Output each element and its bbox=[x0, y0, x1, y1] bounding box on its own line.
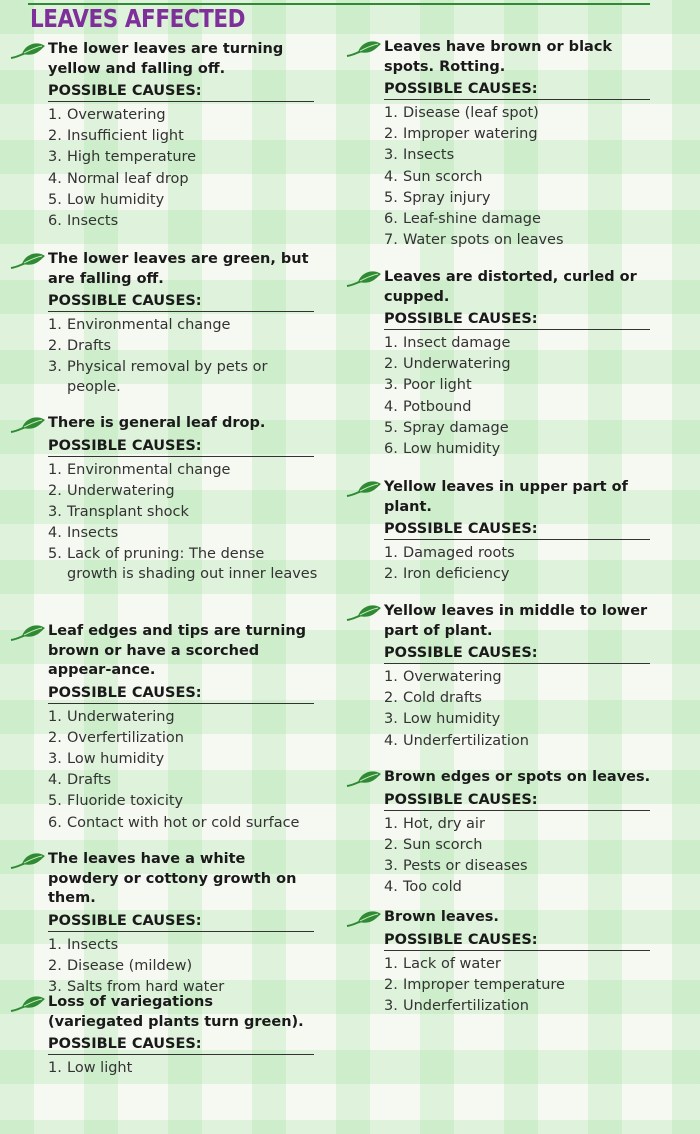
causes-list bbox=[336, 543, 654, 585]
cause-text: Salts from hard water bbox=[67, 978, 225, 995]
possible-causes-label: POSSIBLE CAUSES: bbox=[48, 437, 314, 457]
cause-number: 1. bbox=[384, 669, 398, 685]
causes-list bbox=[336, 814, 654, 899]
cause-text: Low humidity bbox=[403, 441, 501, 458]
cause-number: 4. bbox=[384, 168, 398, 185]
cause-item bbox=[384, 709, 654, 730]
possible-causes-label: POSSIBLE CAUSES: bbox=[384, 644, 650, 664]
cause-item bbox=[48, 935, 318, 956]
cause-text: Underwatering bbox=[403, 356, 511, 373]
causes-list bbox=[336, 667, 654, 752]
cause-number: 1. bbox=[384, 815, 398, 832]
leaf-icon bbox=[346, 268, 382, 294]
cause-text: Sun scorch bbox=[403, 168, 483, 185]
cause-text: Leaf-shine damage bbox=[403, 211, 541, 228]
cause-number: 3. bbox=[384, 997, 398, 1014]
causes-list bbox=[336, 103, 654, 251]
cause-number: 1. bbox=[48, 708, 62, 725]
causes-list bbox=[0, 1058, 318, 1079]
cause-number: 1. bbox=[384, 545, 398, 561]
cause-text: Physical removal by pets or people. bbox=[67, 359, 268, 395]
cause-text: Lack of water bbox=[403, 955, 501, 972]
cause-text: Insects bbox=[67, 936, 119, 953]
cause-number: 3. bbox=[384, 377, 398, 394]
causes-list bbox=[0, 105, 318, 232]
cause-item bbox=[48, 956, 318, 977]
cause-item bbox=[48, 791, 318, 812]
cause-number: 3. bbox=[48, 978, 62, 995]
page-title: LEAVES AFFECTED bbox=[30, 4, 246, 33]
cause-item bbox=[384, 188, 654, 209]
cause-text: Poor light bbox=[403, 377, 472, 394]
cause-text: Sun scorch bbox=[403, 836, 483, 853]
cause-text: Water spots on leaves bbox=[403, 232, 564, 249]
cause-item bbox=[48, 105, 318, 126]
cause-item bbox=[384, 375, 654, 396]
leaf-icon bbox=[346, 478, 382, 504]
causes-list bbox=[0, 707, 318, 835]
problem-section bbox=[0, 414, 318, 585]
cause-item bbox=[384, 954, 654, 975]
cause-item bbox=[384, 996, 654, 1017]
possible-causes-label: POSSIBLE CAUSES: bbox=[384, 520, 650, 540]
possible-causes-label: POSSIBLE CAUSES: bbox=[384, 791, 650, 811]
cause-item bbox=[48, 707, 318, 728]
problem-heading: There is general leaf drop. bbox=[48, 415, 266, 431]
cause-text: Underwatering bbox=[67, 708, 175, 725]
cause-number: 5. bbox=[48, 793, 62, 810]
cause-text: Insects bbox=[403, 147, 455, 164]
possible-causes-label: POSSIBLE CAUSES: bbox=[48, 292, 314, 312]
cause-number: 3. bbox=[384, 147, 398, 164]
cause-number: 6. bbox=[384, 441, 398, 458]
cause-item bbox=[384, 230, 654, 251]
cause-number: 1. bbox=[384, 335, 398, 351]
cause-item bbox=[384, 543, 654, 564]
cause-item bbox=[384, 397, 654, 418]
leaf-icon bbox=[346, 38, 382, 64]
cause-number: 1. bbox=[384, 105, 398, 121]
cause-text: Overwatering bbox=[67, 107, 166, 123]
cause-number: 3. bbox=[384, 711, 398, 728]
cause-text: Improper watering bbox=[403, 126, 538, 143]
problem-heading: Leaves have brown or black spots. Rotting. bbox=[384, 39, 613, 75]
cause-number: 5. bbox=[48, 191, 62, 208]
leaf-icon bbox=[10, 250, 46, 276]
cause-item bbox=[48, 1058, 318, 1079]
problem-section bbox=[336, 908, 654, 1017]
cause-text: Overfertilization bbox=[67, 729, 184, 746]
cause-item bbox=[48, 770, 318, 791]
cause-number: 2. bbox=[48, 128, 62, 145]
cause-item bbox=[48, 460, 318, 481]
cause-item bbox=[48, 502, 318, 523]
cause-item bbox=[48, 544, 318, 585]
cause-item bbox=[384, 975, 654, 996]
cause-number: 6. bbox=[48, 814, 62, 831]
leaf-icon bbox=[346, 768, 382, 794]
possible-causes-label: POSSIBLE CAUSES: bbox=[48, 912, 314, 932]
cause-item bbox=[48, 523, 318, 544]
cause-number: 7. bbox=[384, 232, 398, 249]
cause-number: 2. bbox=[48, 482, 62, 499]
problem-heading: Leaf edges and tips are turning brown or have a scorched appear-ance. bbox=[48, 623, 307, 678]
cause-item bbox=[384, 209, 654, 230]
causes-list bbox=[0, 315, 318, 398]
problem-heading: The lower leaves are green, but are falling off. bbox=[48, 251, 309, 287]
possible-causes-label: POSSIBLE CAUSES: bbox=[384, 931, 650, 951]
cause-item bbox=[48, 211, 318, 232]
cause-number: 5. bbox=[384, 189, 398, 206]
cause-text: Low humidity bbox=[403, 711, 501, 728]
cause-number: 2. bbox=[48, 729, 62, 746]
cause-number: 1. bbox=[384, 955, 398, 972]
cause-number: 2. bbox=[48, 338, 62, 355]
cause-text: Improper temperature bbox=[403, 976, 565, 993]
cause-text: Insects bbox=[67, 213, 119, 230]
cause-text: Pests or diseases bbox=[403, 857, 528, 874]
problem-section bbox=[0, 40, 318, 232]
problem-section bbox=[0, 993, 318, 1079]
cause-text: Underfertilization bbox=[403, 732, 529, 749]
cause-item bbox=[384, 814, 654, 835]
cause-number: 2. bbox=[384, 126, 398, 143]
cause-text: Low humidity bbox=[67, 191, 165, 208]
problem-heading: Brown leaves. bbox=[384, 909, 499, 925]
leaf-icon bbox=[10, 993, 46, 1019]
possible-causes-label: POSSIBLE CAUSES: bbox=[384, 310, 650, 330]
cause-number: 2. bbox=[384, 976, 398, 993]
cause-text: Insects bbox=[67, 525, 119, 542]
cause-number: 3. bbox=[48, 149, 62, 166]
problem-section bbox=[336, 478, 654, 585]
problem-section bbox=[336, 602, 654, 752]
cause-item bbox=[48, 315, 318, 336]
cause-item bbox=[384, 124, 654, 145]
cause-item bbox=[48, 336, 318, 357]
cause-text: Drafts bbox=[67, 772, 112, 789]
possible-causes-label: POSSIBLE CAUSES: bbox=[48, 82, 314, 102]
problem-heading: Brown edges or spots on leaves. bbox=[384, 769, 651, 785]
problem-heading: Loss of variegations (variegated plants turn green). bbox=[48, 994, 304, 1030]
cause-text: Lack of pruning: The dense growth is shading out inner leaves bbox=[67, 546, 318, 582]
cause-text: Potbound bbox=[403, 398, 472, 415]
cause-text: High temperature bbox=[67, 149, 197, 166]
cause-text: Damaged roots bbox=[403, 545, 515, 561]
cause-number: 4. bbox=[384, 398, 398, 415]
cause-item bbox=[384, 418, 654, 439]
cause-item bbox=[384, 167, 654, 188]
causes-list bbox=[336, 954, 654, 1018]
cause-number: 3. bbox=[48, 359, 62, 376]
cause-number: 6. bbox=[48, 213, 62, 230]
cause-number: 1. bbox=[48, 936, 62, 953]
cause-text: Environmental change bbox=[67, 317, 231, 333]
cause-item bbox=[384, 145, 654, 166]
cause-item bbox=[384, 354, 654, 375]
cause-item bbox=[384, 667, 654, 688]
problem-section bbox=[336, 268, 654, 460]
cause-number: 4. bbox=[384, 732, 398, 749]
problem-section bbox=[336, 768, 654, 898]
cause-text: Normal leaf drop bbox=[67, 170, 189, 187]
cause-item bbox=[384, 877, 654, 898]
problem-heading: Yellow leaves in upper part of plant. bbox=[384, 479, 628, 515]
cause-text: Too cold bbox=[403, 879, 462, 896]
cause-text: Iron deficiency bbox=[403, 566, 510, 583]
cause-item bbox=[48, 357, 318, 398]
cause-text: Low light bbox=[67, 1060, 133, 1076]
leaf-icon bbox=[346, 602, 382, 628]
problem-section bbox=[0, 850, 318, 998]
cause-number: 2. bbox=[384, 356, 398, 373]
cause-item bbox=[48, 749, 318, 770]
cause-number: 3. bbox=[384, 857, 398, 874]
cause-item bbox=[384, 688, 654, 709]
cause-text: Overwatering bbox=[403, 669, 502, 685]
cause-number: 2. bbox=[384, 836, 398, 853]
problem-section bbox=[0, 250, 318, 398]
problem-heading: The lower leaves are turning yellow and falling off. bbox=[48, 41, 284, 77]
problem-heading: Leaves are distorted, curled or cupped. bbox=[384, 269, 637, 305]
cause-text: Hot, dry air bbox=[403, 815, 485, 832]
cause-text: Insect damage bbox=[403, 335, 511, 351]
problem-section bbox=[336, 38, 654, 251]
causes-list bbox=[336, 333, 654, 460]
cause-text: Underfertilization bbox=[403, 997, 529, 1014]
cause-text: Disease (mildew) bbox=[67, 957, 193, 974]
cause-number: 1. bbox=[48, 1060, 62, 1076]
leaf-icon bbox=[10, 850, 46, 876]
problem-section bbox=[0, 622, 318, 834]
leaf-icon bbox=[10, 40, 46, 66]
cause-item bbox=[48, 147, 318, 168]
cause-text: Environmental change bbox=[67, 461, 231, 478]
cause-number: 6. bbox=[384, 211, 398, 228]
cause-text: Spray injury bbox=[403, 189, 491, 206]
cause-text: Insufficient light bbox=[67, 128, 184, 145]
cause-text: Fluoride toxicity bbox=[67, 793, 184, 810]
cause-item bbox=[48, 481, 318, 502]
cause-item bbox=[384, 333, 654, 354]
cause-text: Contact with hot or cold surface bbox=[67, 814, 300, 831]
cause-item bbox=[384, 103, 654, 124]
cause-text: Transplant shock bbox=[67, 503, 189, 520]
cause-item bbox=[384, 835, 654, 856]
cause-number: 5. bbox=[384, 419, 398, 436]
cause-text: Cold drafts bbox=[403, 690, 482, 707]
cause-item bbox=[384, 564, 654, 585]
cause-number: 2. bbox=[48, 957, 62, 974]
cause-number: 2. bbox=[384, 690, 398, 707]
cause-text: Drafts bbox=[67, 338, 112, 355]
leaf-icon bbox=[10, 622, 46, 648]
cause-number: 4. bbox=[48, 525, 62, 542]
cause-number: 4. bbox=[48, 170, 62, 187]
cause-item bbox=[384, 856, 654, 877]
causes-list bbox=[0, 460, 318, 586]
leaf-icon bbox=[346, 908, 382, 934]
cause-text: Underwatering bbox=[67, 482, 175, 499]
causes-list bbox=[0, 935, 318, 999]
cause-text: Disease (leaf spot) bbox=[403, 105, 539, 121]
cause-item bbox=[384, 439, 654, 460]
cause-number: 1. bbox=[48, 317, 62, 333]
possible-causes-label: POSSIBLE CAUSES: bbox=[384, 80, 650, 100]
cause-number: 3. bbox=[48, 503, 62, 520]
cause-item bbox=[384, 731, 654, 752]
cause-number: 4. bbox=[384, 879, 398, 896]
cause-number: 5. bbox=[48, 546, 62, 563]
problem-heading: The leaves have a white powdery or cottony growth on them. bbox=[48, 851, 297, 906]
cause-item bbox=[48, 169, 318, 190]
cause-item bbox=[48, 813, 318, 835]
cause-item bbox=[48, 728, 318, 749]
cause-text: Low humidity bbox=[67, 750, 165, 767]
cause-number: 1. bbox=[48, 461, 62, 478]
cause-number: 2. bbox=[384, 566, 398, 583]
possible-causes-label: POSSIBLE CAUSES: bbox=[48, 1035, 314, 1055]
problem-heading: Yellow leaves in middle to lower part of plant. bbox=[384, 603, 648, 639]
possible-causes-label: POSSIBLE CAUSES: bbox=[48, 684, 314, 704]
cause-text: Spray damage bbox=[403, 419, 509, 436]
cause-number: 3. bbox=[48, 750, 62, 767]
cause-number: 4. bbox=[48, 772, 62, 789]
cause-item bbox=[48, 190, 318, 211]
leaf-icon bbox=[10, 414, 46, 440]
cause-item bbox=[48, 126, 318, 147]
cause-number: 1. bbox=[48, 107, 62, 123]
